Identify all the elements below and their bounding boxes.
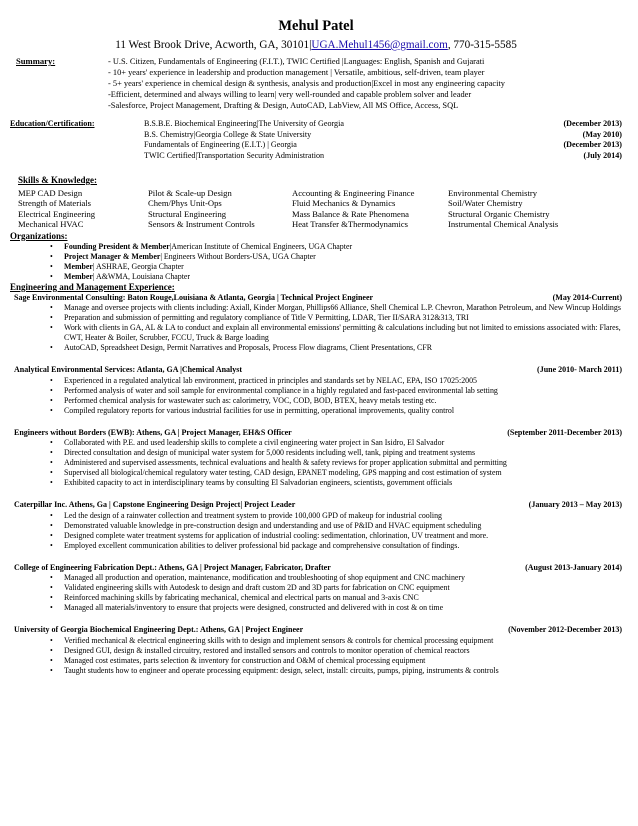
job-entry [10, 293, 622, 354]
job-date: (November 2012-December 2013) [508, 625, 622, 635]
organizations-title: Organizations: [10, 230, 68, 241]
skill-item: Sensors & Instrument Controls [148, 219, 255, 230]
job-bullet: • Employed excellent communication abilities to deliver professional bid package and comprehensive consultation of findings. [10, 541, 622, 551]
job-date: (September 2011-December 2013) [507, 427, 622, 437]
job-bullet: • Exhibited capacity to act in interdisciplinary teams by consulting El Salvadorian engineers, scientists, government officials [10, 478, 622, 488]
contact-line [10, 39, 622, 52]
summary-line: - U.S. Citizen, Fundamentals of Engineering (F.I.T.), TWIC Certified |Languages: English, Spanish and Gujarati [108, 57, 485, 66]
job-bullet: • Led the design of a rainwater collection and treatment system to provide 100,000 GPD of makeup for industrial cooling [10, 511, 622, 521]
job-bullet: • Demonstrated valuable knowledge in pre-construction design and understanding and use of P&ID and HVAC equipment scheduling [10, 521, 622, 531]
organization-name: | Engineers Without Borders-USA, UGA Chapter [160, 251, 316, 261]
job-bullets [10, 573, 622, 613]
organization-role: Project Manager & Member [64, 251, 161, 261]
summary-line: - 10+ years' experience in leadership and production management | Versatile, ambitious, self-driven, team player [108, 68, 485, 77]
summary-lines [108, 56, 622, 111]
experience-title: Engineering and Management Experience: [10, 281, 175, 292]
organization-role: Member [64, 271, 93, 281]
job-date: (August 2013-January 2014) [525, 562, 622, 572]
job-bullet: • AutoCAD, Spreadsheet Design, Permit Narratives and Proposals, Process Flow diagrams, Client Presentations, CFR [10, 343, 622, 353]
job-title: Analytical Environmental Services: Atlanta, GA |Chemical Analyst [14, 365, 243, 375]
education-row [10, 140, 622, 151]
education-degree: B.S. Chemistry|Georgia College & State University [144, 129, 312, 139]
job-bullet: • Verified mechanical & electrical engineering skills with to design and implement sensors & controls for chemical processing equipment [10, 636, 622, 646]
education-label-spacer [10, 140, 144, 151]
job-header [10, 365, 622, 376]
job-date: (January 2013 – May 2013) [528, 500, 622, 510]
summary-label: Summary: [16, 56, 56, 66]
job-title: Caterpillar Inc. Athens, Ga | Capstone Engineering Design Project| Project Leader [14, 500, 296, 510]
job-header [10, 500, 622, 511]
job-bullet: • Performed analysis of water and soil sample for environmental compliance in a highly regulated and fast-paced environmental lab setting [10, 386, 622, 396]
job-bullet: • Taught students how to engineer and operate processing equipment: design, select, install: circuits, pumps, piping, instruments & controls [10, 666, 622, 676]
skill-item: MEP CAD Design [18, 188, 83, 198]
job-header [10, 428, 622, 439]
education-section [10, 119, 622, 161]
organization-role: Founding President & Member [64, 241, 170, 251]
skill-item: Electrical Engineering [18, 208, 96, 219]
skill-item: Chem/Phys Unit-Ops [148, 198, 222, 209]
job-bullet: • Work with clients in GA, AL & LA to conduct and explain all environmental emissions' permitting & calculations including but not limited to emissions associated with: Flares, CWT, Heater & Boiler, Scrubber, FCCU, Truck & Barge loading [10, 323, 622, 343]
education-row [10, 119, 622, 130]
summary-section [10, 56, 622, 111]
job-header [10, 563, 622, 574]
skill-item: Structural Engineering [148, 208, 227, 219]
education-degree: TWIC Certified|Transportation Security Administration [144, 150, 325, 160]
skill-item: Structural Organic Chemistry [448, 208, 550, 219]
job-entry [10, 500, 622, 551]
job-title: Engineers without Borders (EWB): Athens, GA | Project Manager, EH&S Officer [14, 427, 292, 437]
education-label-spacer [10, 151, 144, 162]
education-degree: B.S.B.E. Biochemical Engineering|The University of Georgia [144, 119, 344, 128]
job-entry [10, 365, 622, 416]
education-date: (May 2010) [582, 129, 622, 139]
job-bullet: • Administered and supervised assessments, technical evaluations and health & safety reviews for proper application submittal and permitting [10, 458, 622, 468]
skill-item: Soil/Water Chemistry [448, 198, 523, 209]
organization-name: | ASHRAE, Georgia Chapter [92, 261, 184, 271]
job-title: University of Georgia Biochemical Engineering Dept.: Athens, GA | Project Engineer [14, 625, 304, 635]
skills-grid [18, 188, 622, 230]
job-bullet: • Performed chemical analysis for wastewater such as: calorimetry, VOC, COD, BOD, BTEX, heavy metals testing etc. [10, 396, 622, 406]
job-bullet: • Directed consultation and design of municipal water system for 5,000 residents including well, tank, piping and treatment systems [10, 448, 622, 458]
job-bullet: • Designed complete water treatment systems for application of industrial cooling: sedimentation, chlorination, UV treatment and more. [10, 531, 622, 541]
job-bullet: • Managed all production and operation, maintenance, modification and troubleshooting of shop equipment and CNC machinery [10, 573, 622, 583]
job-entry [10, 428, 622, 489]
organization-item [10, 242, 622, 252]
job-date: (June 2010- March 2011) [537, 365, 622, 375]
job-bullet: • Manage and oversee projects with clients including: Axiall, Kinder Morgan, Phillips66 Alliance, Shell Chemical L.P. Chevron, Marathon Petroleum, and New Wincup Holdings [10, 303, 622, 313]
organization-role: Member [64, 261, 93, 271]
organization-name: | A&WMA, Louisiana Chapter [92, 271, 191, 281]
organization-item [10, 262, 622, 272]
candidate-name: Mehul Patel [278, 18, 354, 34]
job-header [10, 625, 622, 636]
job-entry [10, 563, 622, 614]
education-degree: Fundamentals of Engineering (E.I.T.) | Georgia [144, 140, 297, 149]
skills-title: Skills & Knowledge: [18, 175, 98, 185]
phone: , 770-315-5585 [447, 39, 517, 51]
skill-item: Environmental Chemistry [448, 188, 538, 198]
education-row [10, 130, 622, 141]
education-label: Education/Certification: [10, 119, 95, 128]
job-bullets [10, 511, 622, 551]
jobs-container [10, 293, 622, 676]
summary-line: -Efficient, determined and always willing to learn| very well-rounded and capable problem solver and leader [108, 90, 472, 99]
education-row [10, 151, 622, 162]
skill-item: Pilot & Scale-up Design [148, 188, 232, 198]
job-bullets [10, 438, 622, 488]
job-bullet: • Managed all materials/inventory to ensure that projects were designed, constructed and delivered with in cost & on time [10, 603, 622, 613]
job-bullet: • Managed cost estimates, parts selection & inventory for construction and O&M of chemical processing equipment [10, 656, 622, 666]
skill-item: Heat Transfer &Thermodynamics [292, 219, 408, 230]
job-date: (May 2014-Current) [552, 292, 622, 302]
email-link[interactable]: UGA.Mehul1456@gmail.com [311, 39, 448, 51]
summary-line: - 5+ years' experience in chemical design & synthesis, analysis and production|Excel in most any engineering capacity [108, 79, 505, 88]
job-entry [10, 625, 622, 676]
job-title: Sage Environmental Consulting: Baton Rouge,Louisiana & Atlanta, Georgia | Technical Project Engineer [14, 292, 374, 302]
organization-name: |American Institute of Chemical Engineers, UGA Chapter [169, 241, 353, 251]
job-bullet: • Designed GUI, design & installed circuitry, restored and installed sensors and controls to monitor operation of chemical reactors [10, 646, 622, 656]
address: 11 West Brook Drive, Acworth, GA, 30101| [115, 39, 312, 51]
organization-item [10, 272, 622, 282]
job-bullet: • Supervised all biological/chemical regulatory water testing, CAD design, EPANET modeling, GPS mapping and cost estimation of system [10, 468, 622, 478]
experience-section [10, 282, 622, 676]
skill-item: Mechanical HVAC [18, 219, 84, 230]
job-bullet: • Reinforced machining skills by fabricating mechanical, chemical and electrical parts on manual and 3-axis CNC [10, 593, 622, 603]
job-header [10, 293, 622, 304]
job-bullets [10, 376, 622, 416]
skill-item: Strength of Materials [18, 198, 92, 209]
job-bullet: • Compiled regulatory reports for various industrial facilities for use in permitting, operational improvements, quality control [10, 406, 622, 416]
job-bullet: • Preparation and submission of permitting and regulatory compliance of Title V Permitting, LDAR, Tier II/SARA 312&313, TRI [10, 313, 622, 323]
job-title: College of Engineering Fabrication Dept.: Athens, GA | Project Manager, Fabricator, Drafter [14, 562, 331, 572]
education-date: (December 2013) [563, 140, 622, 149]
organization-item [10, 252, 622, 262]
skill-item: Mass Balance & Rate Phenomena [292, 208, 409, 219]
job-bullet: • Collaborated with P.E. and used leadership skills to complete a civil engineering water project in San Isidro, El Salvador [10, 438, 622, 448]
education-date: (July 2014) [583, 150, 622, 160]
skills-section [10, 175, 622, 230]
organizations-list [10, 242, 622, 282]
job-bullet: • Experienced in a regulated analytical lab environment, practiced in principles and standards set by NELAC, EPA, ISO 17025:2005 [10, 376, 622, 386]
education-label-spacer [10, 130, 144, 141]
job-bullets [10, 636, 622, 676]
skill-item: Fluid Mechanics & Dynamics [292, 198, 396, 209]
skill-item: Accounting & Engineering Finance [292, 188, 415, 198]
summary-line: -Salesforce, Project Management, Drafting & Design, AutoCAD, LabView, All MS Office, Access, SQL [108, 101, 459, 110]
skill-item: Instrumental Chemical Analysis [448, 219, 559, 230]
education-date: (December 2013) [563, 119, 622, 128]
organizations-section [10, 231, 622, 282]
job-bullets [10, 303, 622, 353]
job-bullet: • Validated engineering skills with Autodesk to design and draft custom 2D and 3D parts for fabrication on CNC equipment [10, 583, 622, 593]
